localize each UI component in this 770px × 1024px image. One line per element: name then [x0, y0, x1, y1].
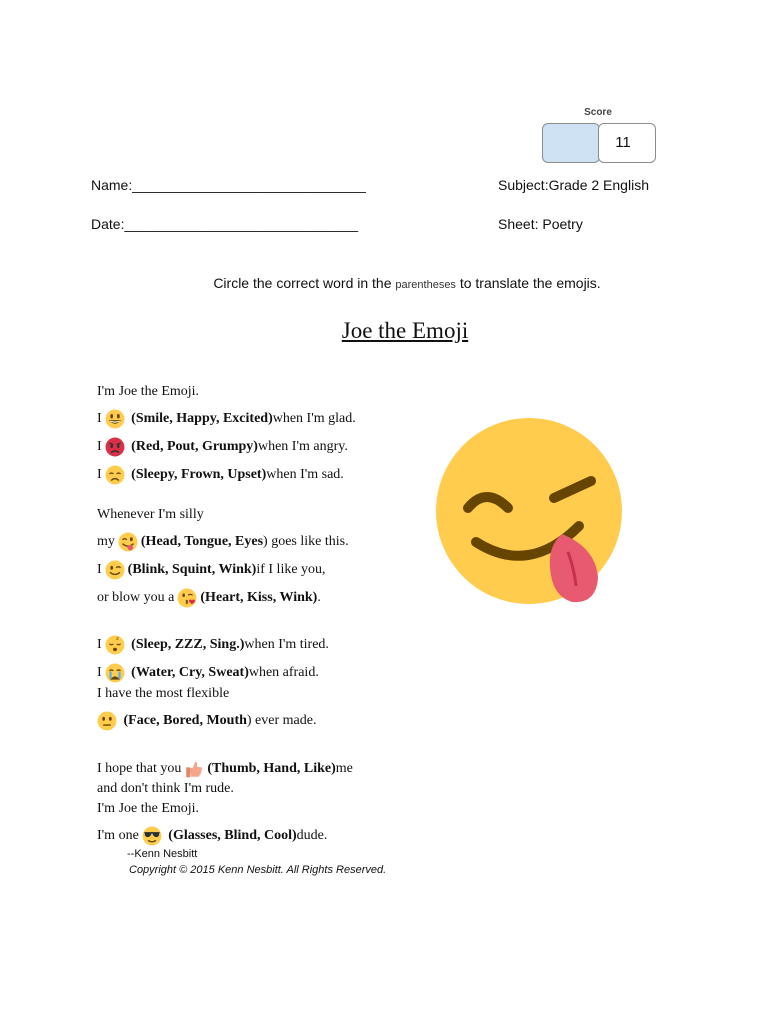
- poem-line: [97, 634, 329, 656]
- poem-line: [97, 778, 234, 800]
- answer-choices: (Head, Tongue, Eyes: [140, 534, 264, 549]
- poem-line: [97, 662, 319, 684]
- answer-choices: (Smile, Happy, Excited): [131, 411, 273, 426]
- instructions-small: parentheses: [395, 279, 456, 291]
- subject-field: Subject:Grade 2 English: [498, 177, 649, 193]
- line-text: I: [97, 439, 102, 454]
- thumbs-up-icon: [184, 759, 204, 779]
- score-value: 11: [615, 134, 631, 151]
- answer-choices: (Sleep, ZZZ, Sing.): [131, 637, 245, 652]
- poem-line: [97, 531, 349, 553]
- poem-line: [97, 710, 316, 732]
- poem-line: [97, 504, 204, 526]
- answer-choices: (Blink, Squint, Wink): [127, 562, 257, 577]
- line-text: ) ever made.: [246, 713, 317, 728]
- tongue-wink-face-icon: [436, 418, 622, 604]
- crying-face-icon: [105, 663, 125, 683]
- svg-text:z: z: [115, 636, 119, 642]
- poem-line: [97, 587, 321, 609]
- name-field: Name:______________________________: [91, 177, 366, 193]
- line-text: my: [97, 534, 115, 549]
- poem-line: [97, 683, 229, 705]
- neutral-face-icon: [97, 711, 117, 731]
- line-text: when I'm angry.: [257, 439, 348, 454]
- sleeping-face-icon: [105, 635, 125, 655]
- sheet-field: Sheet: Poetry: [498, 216, 583, 232]
- line-text: I have the most flexible: [97, 686, 230, 701]
- answer-choices: (Sleepy, Frown, Upset): [131, 467, 267, 482]
- sad-face-icon: [105, 465, 125, 485]
- grinning-face-icon: [105, 409, 125, 429]
- line-text: I hope that you: [97, 761, 182, 776]
- line-text: I: [97, 665, 102, 680]
- poem-line: [97, 758, 353, 780]
- line-text: when I'm tired.: [244, 637, 329, 652]
- line-text: I: [97, 467, 102, 482]
- line-text: or blow you a: [97, 590, 175, 605]
- line-text: me: [335, 761, 353, 776]
- date-field: Date:______________________________: [91, 216, 359, 232]
- line-text: I: [97, 637, 102, 652]
- tongue-wink-face-icon: [118, 532, 138, 552]
- line-text: dude.: [296, 828, 328, 843]
- poem-title: Joe the Emoji: [341, 318, 469, 343]
- poem-line: [97, 559, 326, 581]
- line-text: if I like you,: [256, 562, 326, 577]
- answer-choices: (Heart, Kiss, Wink): [200, 590, 318, 605]
- answer-choices: (Glasses, Blind, Cool): [168, 828, 297, 843]
- answer-choices: (Thumb, Hand, Like): [207, 761, 336, 776]
- line-text: I'm one: [97, 828, 139, 843]
- poem-line: [97, 381, 199, 403]
- poem-line: [97, 436, 348, 458]
- line-text: I: [97, 562, 102, 577]
- poem-line: [97, 464, 344, 486]
- line-text: when I'm sad.: [266, 467, 344, 482]
- sunglasses-face-icon: [142, 826, 162, 846]
- instructions-after: to translate the emojis.: [455, 275, 601, 291]
- line-text: .: [317, 590, 321, 605]
- answer-choices: (Red, Pout, Grumpy): [131, 439, 258, 454]
- line-text: Whenever I'm silly: [97, 507, 204, 522]
- poem-author: --Kenn Nesbitt: [127, 848, 198, 860]
- line-text: when I'm glad.: [272, 411, 356, 426]
- instructions-before: Circle the correct word in the: [213, 275, 396, 291]
- score-label: Score: [584, 107, 612, 118]
- poem-line: [97, 798, 199, 820]
- line-text: I: [97, 411, 102, 426]
- poem-line: [97, 825, 327, 847]
- poem-line: [97, 408, 356, 430]
- instructions: [0, 275, 770, 291]
- line-text: ) goes like this.: [263, 534, 349, 549]
- copyright-notice: Copyright © 2015 Kenn Nesbitt. All Rights Reserved.: [129, 864, 387, 876]
- score-box-label-cell: [542, 123, 600, 163]
- winking-face-icon: [105, 560, 125, 580]
- line-text: I'm Joe the Emoji.: [97, 801, 200, 816]
- answer-choices: (Face, Bored, Mouth: [123, 713, 247, 728]
- line-text: I'm Joe the Emoji.: [97, 384, 200, 399]
- pouting-face-icon: [105, 437, 125, 457]
- kissing-face-icon: [177, 588, 197, 608]
- answer-choices: (Water, Cry, Sweat): [131, 665, 249, 680]
- line-text: and don't think I'm rude.: [97, 781, 234, 796]
- line-text: when afraid.: [248, 665, 319, 680]
